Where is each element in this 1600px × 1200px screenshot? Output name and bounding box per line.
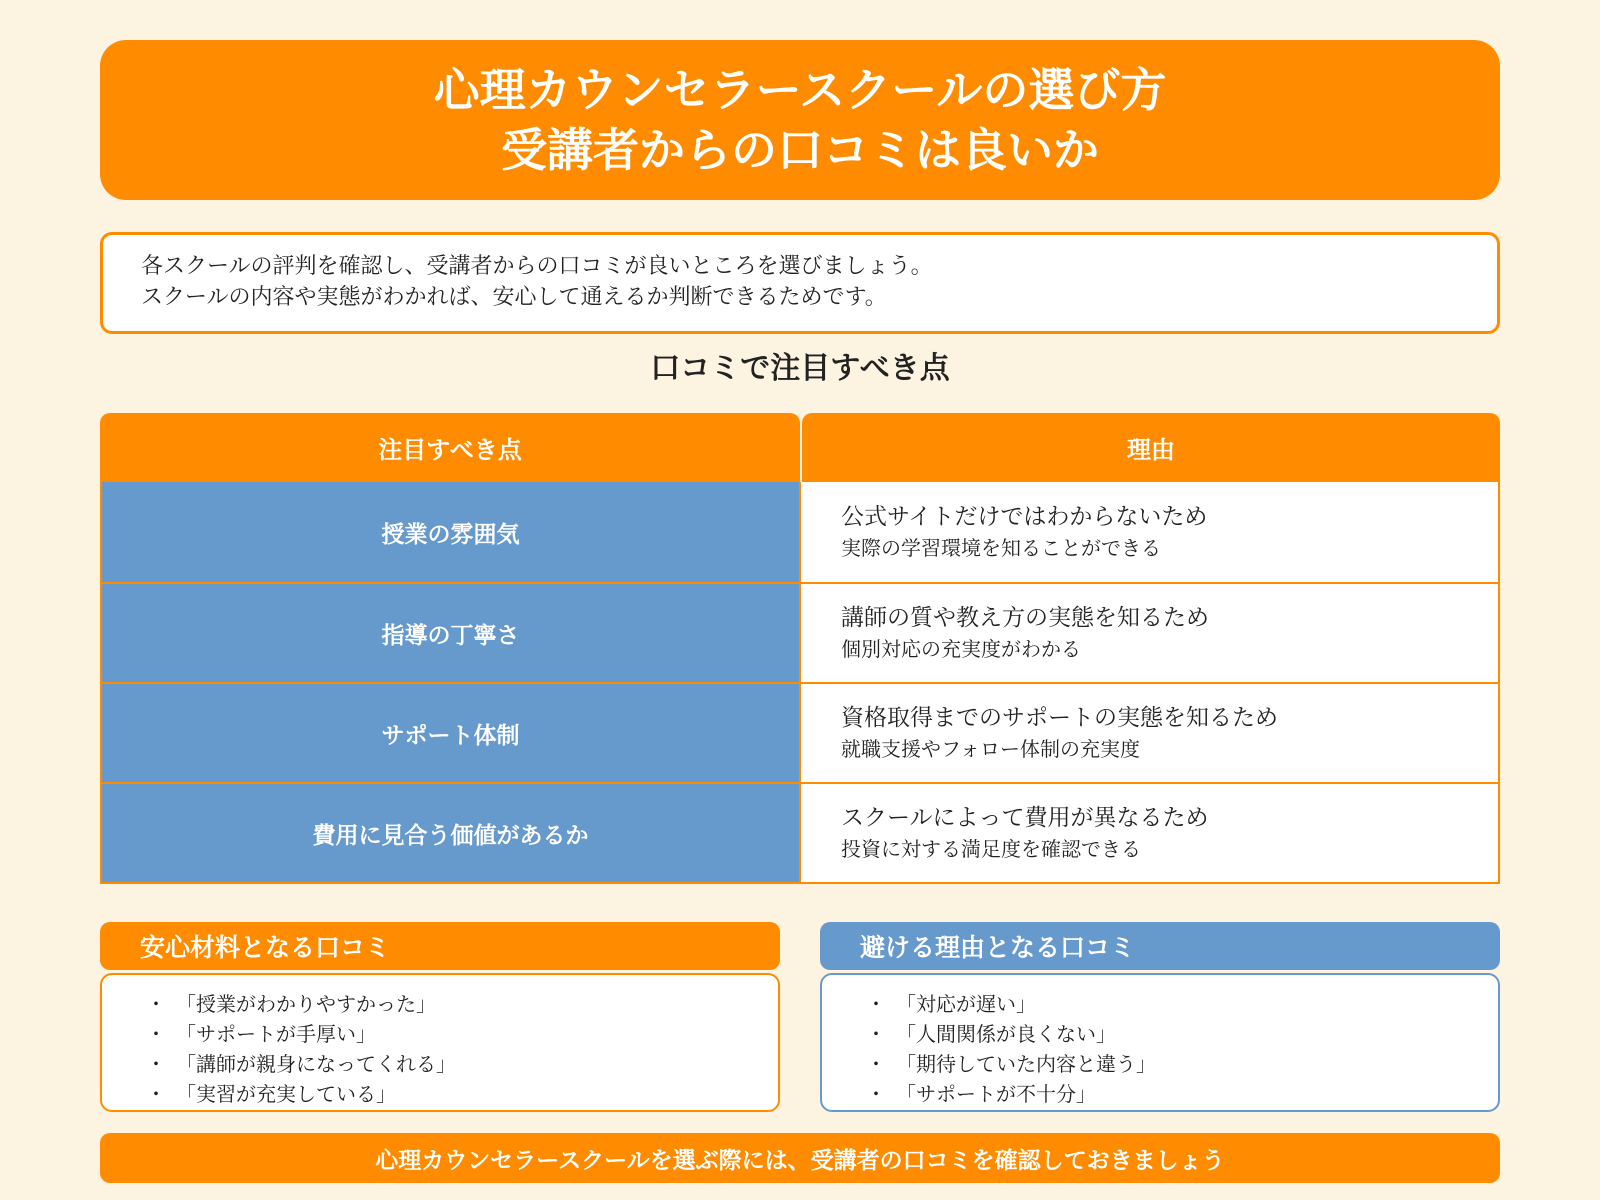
table-header [100, 413, 1500, 482]
reason-line-1: 資格取得までのサポートの実態を知るため [841, 704, 1278, 731]
list-item [866, 989, 1498, 1019]
list-item-text: 「実習が充実している」 [176, 1082, 396, 1106]
reason-line-1: スクールによって費用が異なるため [841, 804, 1209, 831]
row-reason [801, 784, 1498, 882]
table-row [102, 782, 1498, 882]
bullet: ・ [866, 1082, 886, 1106]
list-item [146, 1049, 778, 1079]
reason-line-1: 公式サイトだけではわからないため [841, 503, 1208, 530]
table-row [102, 582, 1498, 682]
reason-line-1: 講師の質や教え方の実態を知るため [841, 604, 1209, 631]
intro-box [100, 232, 1500, 334]
intro-line-2: スクールの内容や実態がわかれば、安心して通えるか判断できるためです。 [141, 285, 887, 310]
table-body [100, 482, 1500, 884]
reason-line-2: 投資に対する満足度を確認できる [841, 836, 1141, 861]
row-reason [801, 482, 1498, 582]
list-item-text: 「対応が遅い」 [896, 992, 1036, 1016]
row-reason [801, 684, 1498, 782]
row-key: 指導の丁寧さ [102, 584, 801, 682]
row-key: 授業の雰囲気 [102, 482, 801, 582]
table-row [102, 482, 1498, 582]
list-item [146, 1079, 778, 1109]
list-item [146, 989, 778, 1019]
header-point: 注目すべき点 [100, 413, 800, 482]
list-item-text: 「人間関係が良くない」 [896, 1022, 1116, 1046]
list-item [866, 1019, 1498, 1049]
bullet: ・ [146, 1052, 166, 1076]
reason-line-2: 個別対応の充実度がわかる [841, 636, 1081, 661]
row-key: サポート体制 [102, 684, 801, 782]
title-line-1: 心理カウンセラースクールの選び方 [433, 63, 1167, 117]
bullet: ・ [866, 992, 886, 1016]
reason-line-2: 就職支援やフォロー体制の充実度 [841, 736, 1140, 761]
good-reviews-list [100, 973, 780, 1112]
bullet: ・ [146, 1022, 166, 1046]
footer-banner: 心理カウンセラースクールを選ぶ際には、受講者の口コミを確認しておきましょう [100, 1133, 1500, 1183]
list-item-text: 「講師が親身になってくれる」 [176, 1052, 456, 1076]
title-line-2: 受講者からの口コミは良いか [501, 123, 1099, 177]
bullet: ・ [146, 1082, 166, 1106]
bad-reviews-heading: 避ける理由となる口コミ [820, 922, 1500, 970]
intro-line-1: 各スクールの評判を確認し、受講者からの口コミが良いところを選びましょう。 [141, 254, 933, 279]
good-reviews-heading: 安心材料となる口コミ [100, 922, 780, 970]
header-reason: 理由 [802, 413, 1500, 482]
reason-line-2: 実際の学習環境を知ることができる [841, 535, 1161, 560]
points-table [100, 413, 1500, 884]
row-key: 費用に見合う価値があるか [102, 784, 801, 882]
title-banner [100, 40, 1500, 200]
row-reason [801, 584, 1498, 682]
list-item-text: 「期待していた内容と違う」 [896, 1052, 1156, 1076]
list-item [866, 1079, 1498, 1109]
list-item-text: 「サポートが手厚い」 [176, 1022, 376, 1046]
list-item-text: 「授業がわかりやすかった」 [176, 992, 436, 1016]
section-heading: 口コミで注目すべき点 [650, 351, 950, 386]
good-reviews-panel [100, 922, 780, 1112]
bullet: ・ [866, 1052, 886, 1076]
list-item [146, 1019, 778, 1049]
list-item [866, 1049, 1498, 1079]
bad-reviews-list [820, 973, 1500, 1112]
bullet: ・ [866, 1022, 886, 1046]
table-row [102, 682, 1498, 782]
list-item-text: 「サポートが不十分」 [896, 1082, 1096, 1106]
bad-reviews-panel [820, 922, 1500, 1112]
bullet: ・ [146, 992, 166, 1016]
